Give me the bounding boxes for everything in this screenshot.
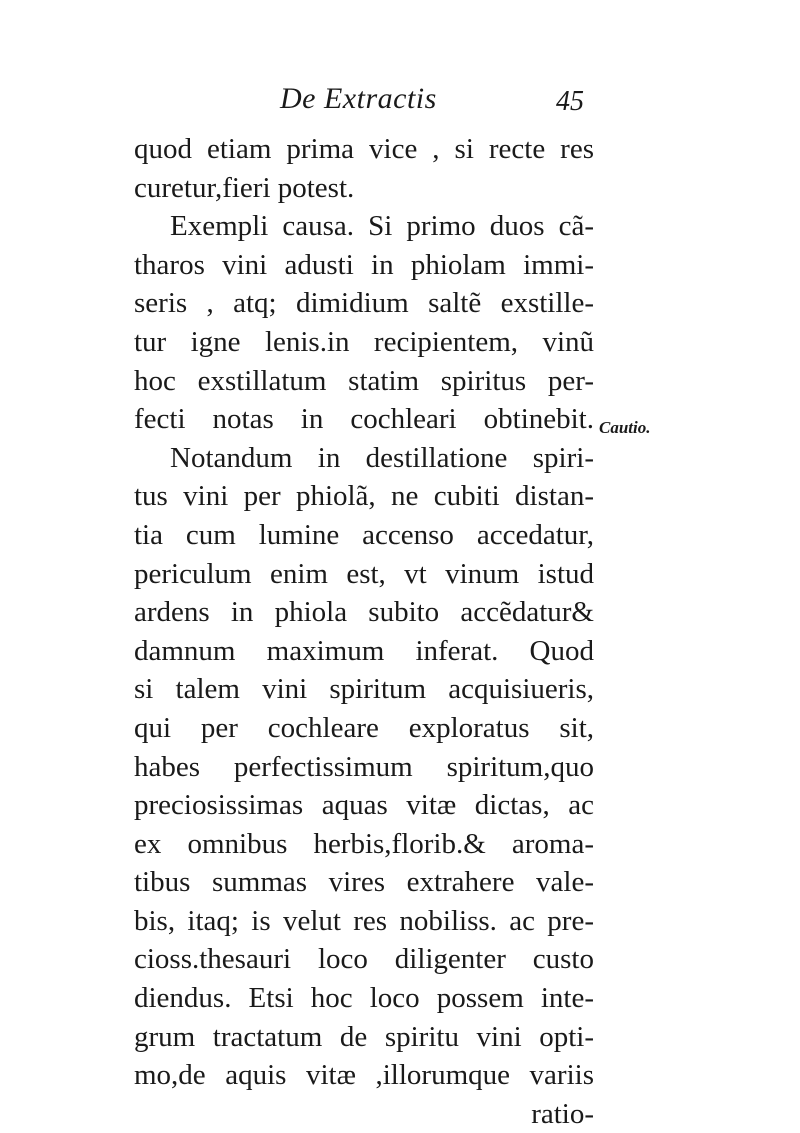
text-line: tia cum lumine accenso accedatur, <box>134 518 594 551</box>
text-line: curetur,fieri potest. <box>134 171 355 204</box>
body-text <box>134 130 594 1133</box>
text-line: grum tractatum de spiritu vini opti- <box>134 1020 594 1053</box>
text-line: periculum enim est, vt vinum istud <box>134 557 594 590</box>
marginal-note: Cautio. <box>599 418 651 437</box>
text-line: diendus. Etsi hoc loco possem inte- <box>134 982 594 1015</box>
text-line: qui per cochleare exploratus sit, <box>134 711 594 744</box>
text-line: hoc exstillatum statim spiritus per- <box>134 364 594 397</box>
text-line: damnum maximum inferat. Quod <box>134 634 594 667</box>
text-line: tibus summas vires extrahere vale- <box>134 866 594 899</box>
text-line: Notandum in destillatione spiri- <box>170 441 594 474</box>
text-line: preciosissimas aquas vitæ dictas, ac <box>134 789 594 822</box>
running-title: De Extractis <box>280 82 437 115</box>
text-line: tur igne lenis.in recipientem, vinũ <box>134 325 594 358</box>
text-line: tus vini per phiolã, ne cubiti distan- <box>134 480 594 513</box>
text-line: quod etiam prima vice , si recte res <box>134 133 594 165</box>
text-line: ex omnibus herbis,florib.& aroma- <box>134 827 594 860</box>
text-line: bis, itaq; is velut res nobiliss. ac pre- <box>134 904 594 937</box>
text-line: seris , atq; dimidium saltẽ exstille- <box>134 287 594 320</box>
text-line: tharos vini adusti in phiolam immi- <box>134 248 594 281</box>
page-number: 45 <box>556 86 584 117</box>
text-line: habes perfectissimum spiritum,quo <box>134 750 594 783</box>
text-line: ardens in phiola subito accẽdatur& <box>134 596 594 629</box>
catchword: ratio- <box>531 1097 594 1130</box>
text-line: fecti notas in cochleari obtinebit. <box>134 403 594 436</box>
text-line: cioss.thesauri loco diligenter custo <box>134 943 594 976</box>
text-line: Exempli causa. Si primo duos cã- <box>170 210 594 243</box>
text-line: si talem vini spiritum acquisiueris, <box>134 673 594 706</box>
text-line: mo,de aquis vitæ ,illorumque variis <box>134 1059 594 1092</box>
